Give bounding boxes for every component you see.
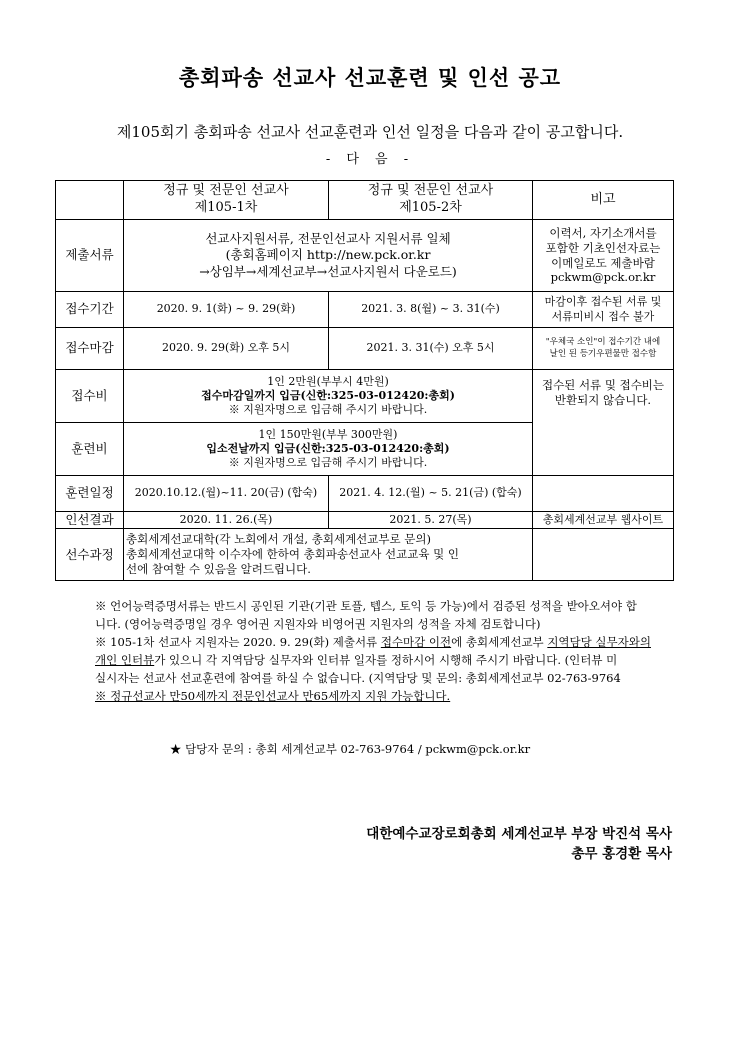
docs-note-email: pckwm@pck.or.kr [550, 270, 656, 285]
table-row [56, 220, 674, 292]
fee-cell [124, 370, 533, 423]
note-language-line1: ※ 언어능력증명서류는 반드시 공인된 기관(기관 토플, 텝스, 토익 등 가능)에서 검증된 성적을 받아오셔야 합 [95, 599, 637, 613]
row-label-training-fee: 훈련비 [56, 423, 124, 476]
note-language-line2: 니다. (영어능력증명일 경우 영어권 지원자와 비영어권 지원자의 성적을 자체 검토합니다) [95, 617, 541, 631]
schedule-round-1: 2020.10.12.(월)~11. 20(금) (합숙) [124, 476, 329, 512]
header-round-2 [329, 181, 533, 220]
follow-heading: - 다 음 - [325, 152, 415, 167]
header-round-1-line2: 제105-1차 [194, 200, 258, 215]
row-label-fee: 접수비 [56, 370, 124, 423]
header-round-1 [124, 181, 329, 220]
training-fee-line1: 1인 150만원(부부 300만원) [258, 427, 398, 441]
period-note-line1: 마감이후 접수된 서류 및 [544, 295, 662, 309]
signature-line1: 대한예수교장로회총회 세계선교부 부장 박진석 목사 [366, 826, 672, 842]
fee-line3: ※ 지원자명으로 입금해 주시기 바랍니다. [228, 403, 428, 417]
table-row [56, 328, 674, 370]
fee-line2: 접수마감일까지 입금(신한:325-03-012420:총회) [201, 388, 455, 402]
row-label-prereq: 선수과정 [56, 529, 124, 581]
fee-note-line2: 반환되지 않습니다. [554, 392, 652, 407]
training-fee-line2: 입소전날까지 입금(신한:325-03-012420:총회) [206, 441, 450, 455]
prereq-line2: 총회세계선교대학 이수자에 한하여 총회파송선교사 선교교육 및 인 [126, 547, 459, 562]
deadline-note-line1: "우체국 소인"이 접수기간 내에 [545, 337, 661, 348]
prereq-cell [124, 529, 533, 581]
period-round-2: 2021. 3. 8(월) ~ 3. 31(수) [329, 292, 533, 328]
fee-line1: 1인 2만원(부부시 4만원) [267, 374, 389, 388]
subtitle: 제105회기 총회파송 선교사 선교훈련과 인선 일정을 다음과 같이 공고합니다. [116, 123, 624, 141]
docs-note-line2: 포함한 기초인선자료는 [545, 240, 661, 255]
notes-section [95, 597, 675, 705]
deadline-round-1: 2020. 9. 29(화) 오후 5시 [124, 328, 329, 370]
fee-note [533, 370, 674, 476]
header-empty-cell [56, 181, 124, 220]
row-label-schedule: 훈련일정 [56, 476, 124, 512]
table-row [56, 370, 674, 423]
row-label-result: 인선결과 [56, 512, 124, 529]
row-label-docs: 제출서류 [56, 220, 124, 292]
note-interview-line3: 실시자는 선교사 선교훈련에 참여를 하실 수 없습니다. (지역담당 및 문의: 총회세계선교부 02-763-9764 [95, 671, 621, 685]
docs-line3: →상임부→세계선교부→선교사지원서 다운로드) [199, 263, 457, 279]
schedule-table [55, 180, 674, 581]
header-round-1-line1: 정규 및 전문인 선교사 [163, 183, 289, 199]
docs-note [533, 220, 674, 292]
table-row [56, 292, 674, 328]
row-label-deadline: 접수마감 [56, 328, 124, 370]
row-label-period: 접수기간 [56, 292, 124, 328]
signature-block [366, 824, 672, 864]
deadline-round-2: 2021. 3. 31(수) 오후 5시 [329, 328, 533, 370]
period-note [533, 292, 674, 328]
note-interview-personal: 개인 인터뷰 [95, 653, 155, 667]
prereq-line3: 선에 참여할 수 있음을 알려드립니다. [126, 562, 311, 577]
contact-info: ★ 담당자 문의 : 총회 세계선교부 02-763-9764 / pckwm@pck.or.kr [169, 742, 531, 756]
docs-line2: (총회홈페이지 http://new.pck.or.kr [225, 247, 431, 263]
deadline-note [533, 328, 674, 370]
table-row [56, 476, 674, 512]
note-age-limit: ※ 정규선교사 만50세까지 전문인선교사 만65세까지 지원 가능합니다. [95, 689, 451, 703]
deadline-note-line2: 날인 된 등기우편물만 접수함 [549, 348, 657, 359]
docs-cell [124, 220, 533, 292]
note-interview-a: ※ 105-1차 선교사 지원자는 2020. 9. 29(화) 제출서류 [95, 635, 381, 649]
docs-line1: 선교사지원서류, 전문인선교사 지원서류 일체 [205, 231, 451, 247]
signature-line2: 총무 홍경환 목사 [571, 846, 672, 862]
training-fee-cell [124, 423, 533, 476]
header-round-2-line2: 제105-2차 [399, 200, 462, 215]
result-round-2: 2021. 5. 27(목) [329, 512, 533, 529]
table-row [56, 529, 674, 581]
table-header-row [56, 181, 674, 220]
note-interview-staff: 지역담당 실무자와의 [547, 635, 651, 649]
result-note: 총회세계선교부 웹사이트 [533, 512, 674, 529]
training-fee-line3: ※ 지원자명으로 입금해 주시기 바랍니다. [228, 456, 428, 470]
fee-note-line1: 접수된 서류 및 접수비는 [541, 378, 665, 392]
schedule-note-empty [533, 476, 674, 512]
result-round-1: 2020. 11. 26.(목) [124, 512, 329, 529]
prereq-note-empty [533, 529, 674, 581]
note-interview-c: 가 있으니 각 지역담당 실무자와 인터뷰 일자를 정하시어 시행해 주시기 바랍니다. (인터뷰 미 [154, 653, 618, 667]
docs-note-line3: 이메일로도 제출바람 [551, 255, 655, 270]
period-round-1: 2020. 9. 1(화) ~ 9. 29(화) [124, 292, 329, 328]
note-interview-line2 [95, 651, 675, 669]
header-round-2-line1: 정규 및 전문인 선교사 [367, 183, 494, 199]
note-interview-deadline: 접수마감 이전 [380, 635, 452, 649]
table-row [56, 512, 674, 529]
header-notes: 비고 [533, 181, 674, 220]
period-note-line2: 서류미비시 접수 불가 [551, 309, 655, 323]
schedule-round-2: 2021. 4. 12.(월) ~ 5. 21(금) (합숙) [329, 476, 533, 512]
docs-note-line1: 이력서, 자기소개서를 [549, 225, 657, 240]
page-title: 총회파송 선교사 선교훈련 및 인선 공고 [178, 66, 562, 90]
prereq-line1: 총회세계선교대학(각 노회에서 개설, 총회세계선교부로 문의) [126, 532, 431, 547]
note-interview [95, 633, 675, 651]
note-interview-b: 에 총회세계선교부 [451, 635, 548, 649]
